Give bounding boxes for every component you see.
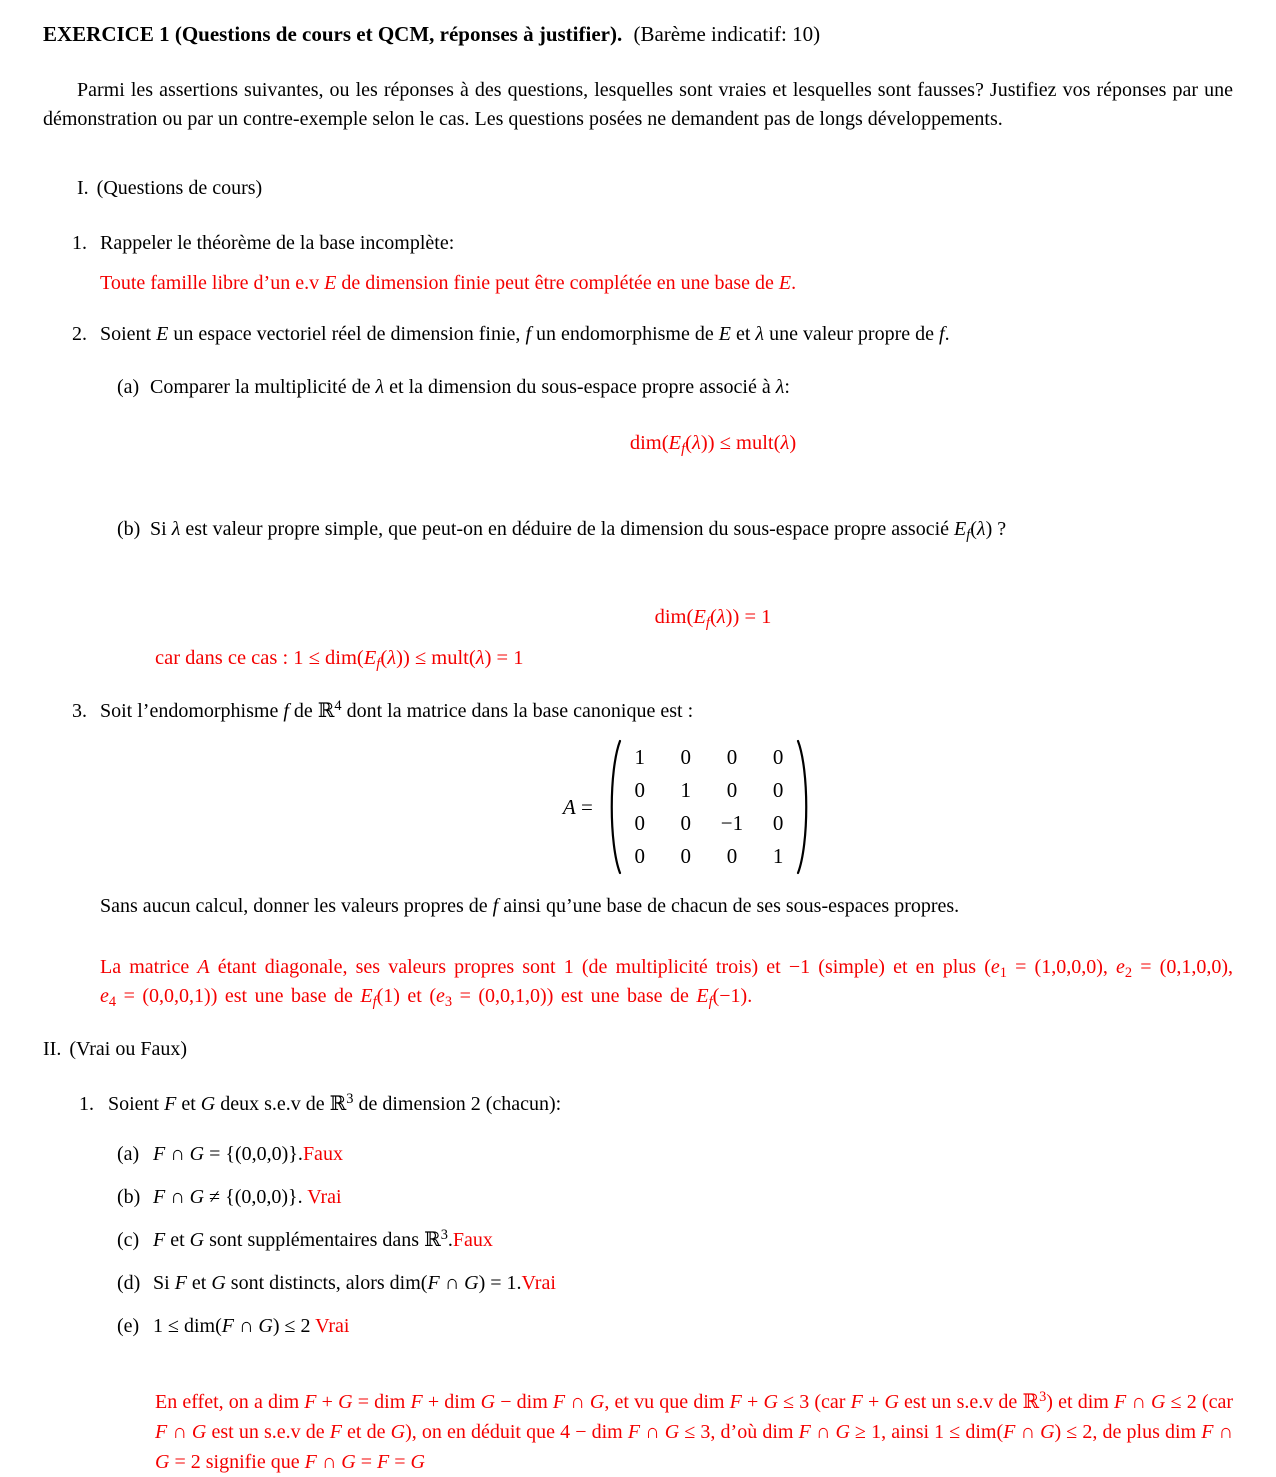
matrix-grid [623, 741, 795, 873]
matrix-cell: 0 [772, 811, 784, 835]
exercise-title [43, 20, 1233, 49]
section-2-title: (Vrai ou Faux) [69, 1038, 187, 1060]
matrix-cell: 1 [772, 844, 784, 868]
vf-item-b-statement: F ∩ G ≠ {(0,0,0)}. [153, 1186, 308, 1208]
vf-item-c-label: (c) [117, 1229, 140, 1251]
answer-2b-equation: $dim(E_f(\lambda)) = 1$ [654, 606, 772, 632]
vf-item-e [117, 1312, 1233, 1341]
matrix-cell: 0 [634, 811, 646, 835]
question-2a [117, 373, 1233, 402]
vf-item-c-statement: F et G sont supplémentaires dans ℝ$^3$. [153, 1226, 453, 1251]
vf-item-a-label: (a) [117, 1143, 140, 1165]
section-2-heading [43, 1035, 1233, 1064]
section-1-heading [77, 174, 1233, 203]
matrix-cell: 1 [634, 745, 646, 769]
vf-item-b-verdict: Vrai [307, 1186, 342, 1208]
section-1-label: I. [77, 177, 89, 199]
question-2b-text: Si λ est valeur propre simple, que peut-on en déduire de la dimension du sous-espace propre associé $E_f(\lambda)$ ? [150, 518, 1007, 544]
matrix-right-paren [795, 738, 813, 876]
vf-item-c-body [153, 1226, 1233, 1255]
conclusion-paragraph: En effet, on a dim F + G = dim F + dim G − dim F ∩ G, et vu que dim F + G ≤ 3 (car F + G est un s.e.v de ℝ$^3$) et dim F ∩ G ≤ 2 (car F ∩ G est un s.e.v de F et de G), on en déduit que 4 − dim F ∩ G ≤ 3, d’où dim F ∩ G ≥ 1, ainsi 1 ≤ dim(F ∩ G) ≤ 2, de plus dim F ∩ G = 2 signifie que F ∩ G = F = G [155, 1388, 1234, 1473]
question-3-prompt: Sans aucun calcul, donner les valeurs propres de f ainsi qu’une base de chacun de ses sous-espaces propres. [100, 895, 960, 917]
question-1 [72, 229, 1233, 258]
matrix-cell: 0 [772, 745, 784, 769]
vf-question-1-text: Soient F et G deux s.e.v de ℝ$^3$ de dimension 2 (chacun): [108, 1090, 562, 1115]
vf-item-e-verdict: Vrai [315, 1315, 350, 1337]
matrix-cell: 0 [634, 844, 646, 868]
vf-item-c-verdict: Faux [452, 1229, 493, 1251]
matrix-cell: 0 [680, 745, 692, 769]
question-3 [72, 697, 1233, 726]
vf-item-b-label: (b) [117, 1186, 141, 1208]
matrix-cell: −1 [720, 811, 744, 835]
question-1-number: 1. [72, 232, 87, 254]
vf-item-d-body [153, 1269, 1233, 1298]
vf-item-e-label: (e) [117, 1315, 140, 1337]
matrix-cell: 0 [772, 778, 784, 802]
vf-item-c [117, 1226, 1233, 1255]
vf-item-d [117, 1269, 1233, 1298]
vf-item-b-body [153, 1183, 1233, 1212]
question-2-number: 2. [72, 323, 87, 345]
vf-question-1 [79, 1090, 1233, 1119]
vf-item-e-body [153, 1312, 1233, 1341]
vf-item-d-verdict: Vrai [521, 1272, 556, 1294]
vf-item-e-statement: 1 ≤ dim(F ∩ G) ≤ 2 [153, 1315, 316, 1337]
vf-item-d-label: (d) [117, 1272, 141, 1294]
matrix-cell: 0 [726, 745, 738, 769]
matrix-cell: 0 [680, 811, 692, 835]
question-2a-label: (a) [117, 376, 140, 398]
matrix-block [143, 738, 1233, 876]
matrix-cell: 0 [726, 778, 738, 802]
intro-paragraph: Parmi les assertions suivantes, ou les réponses à des questions, lesquelles sont vraies et lesquelles sont fausses? Justifiez vos réponses par une démonstration ou par un contre-exemple selon le cas. Les questions posées ne demandent pas de longs développements. [43, 79, 1233, 130]
matrix-lhs: A = [562, 794, 593, 819]
matrix-cell: 1 [680, 778, 692, 802]
matrix-cell: 0 [680, 844, 692, 868]
vf-question-1-number: 1. [79, 1093, 94, 1115]
question-1-text: Rappeler le théorème de la base incomplète: [100, 232, 455, 254]
vf-item-a-body [153, 1140, 1233, 1169]
section-1-title: (Questions de cours) [96, 177, 263, 199]
vf-item-a [117, 1140, 1233, 1169]
exercise-title-bold: EXERCICE 1 (Questions de cours et QCM, réponses à justifier). [43, 22, 623, 46]
vf-item-b [117, 1183, 1233, 1212]
question-2b [117, 515, 1233, 544]
exercise-title-note: (Barème indicatif: 10) [633, 22, 821, 46]
question-2 [72, 320, 1233, 349]
vf-item-d-statement: Si F et G sont distincts, alors dim(F ∩ G) = 1. [153, 1272, 522, 1294]
vf-item-a-statement: F ∩ G = {(0,0,0)}. [153, 1143, 303, 1165]
matrix-left-paren [605, 738, 623, 876]
answer-3: La matrice A étant diagonale, ses valeurs propres sont 1 (de multiplicité trois) et −1 (simple) et en plus ($e_1 = (1,0,0,0)$, $e_2 = (0,1,0,0)$, $e_4 = (0,0,0,1)$) est une base de $E_f(1)$ et $(e_3 = (0,0,1,0))$ est une base de $E_f(-1)$. [100, 956, 1233, 1011]
answer-2b-note: car dans ce cas : $1 \le dim(E_f(\lambda))$ ≤ mult(λ) = 1 [155, 647, 524, 673]
question-2a-text: Comparer la multiplicité de λ et la dimension du sous-espace propre associé à λ: [150, 376, 790, 398]
answer-2a-equation: $dim(E_f(\lambda))$ ≤ mult(λ) [629, 432, 797, 458]
question-2-text: Soient E un espace vectoriel réel de dimension finie, f un endomorphisme de E et λ une valeur propre de f. [100, 323, 950, 345]
matrix-cell: 0 [634, 778, 646, 802]
vf-item-a-verdict: Faux [302, 1143, 343, 1165]
matrix-cell: 0 [726, 844, 738, 868]
question-3-text: Soit l’endomorphisme f de ℝ$^4$ dont la matrice dans la base canonique est : [100, 697, 694, 722]
question-3-number: 3. [72, 700, 87, 722]
section-2-label: II. [43, 1038, 62, 1060]
answer-1: Toute famille libre d’un e.v E de dimension finie peut être complétée en une base de E. [100, 272, 797, 294]
question-2b-label: (b) [117, 518, 141, 540]
